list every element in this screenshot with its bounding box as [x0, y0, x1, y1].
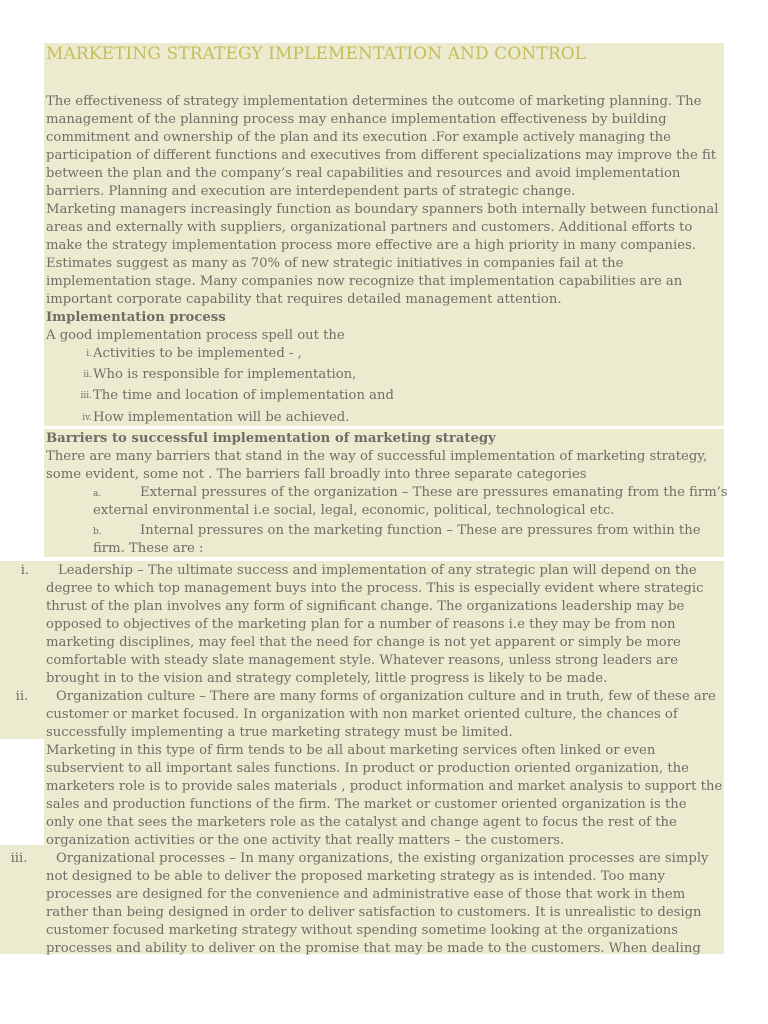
text-line: customer or market focused. In organization with non market oriented culture, the chances of [46, 707, 678, 722]
text-line: Estimates suggest as many as 70% of new strategic initiatives in companies fail at the [46, 256, 624, 271]
list-number: ii. [83, 370, 92, 380]
text-line: Marketing managers increasingly function as boundary spanners both internally between functional [46, 202, 719, 217]
text-line: management of the planning process may enhance implementation effectiveness by building [46, 112, 667, 127]
text-line: organization activities or the one activity that really matters – the customers. [46, 833, 565, 848]
text-line: processes and ability to deliver on the promise that may be made to the customers. When dealing [46, 941, 701, 956]
list-number: iv. [82, 413, 92, 423]
text-line: There are many barriers that stand in the way of successful implementation of marketing strategy, [46, 449, 708, 464]
text-line: customer focused marketing strategy without spending sometime looking at the organizations [46, 923, 679, 938]
text-line: not designed to be able to deliver the proposed marketing strategy as is intended. Too many [46, 869, 665, 884]
text-line: thrust of the plan involves any form of significant change. The organizations leadership may be [46, 599, 685, 614]
text-line: only one that sees the marketers role as the catalyst and change agent to focus the rest of the [46, 815, 677, 830]
barriers-heading: Barriers to successful implementation of marketing strategy [46, 431, 496, 446]
process-heading: Implementation process [46, 310, 226, 325]
list-number: iii. [80, 391, 92, 401]
text-line: barriers. Planning and execution are interdependent parts of strategic change. [46, 184, 576, 199]
category-line: Internal pressures on the marketing function – These are pressures from within the [140, 523, 701, 538]
text-line: marketing disciplines, may feel that the need for change is not yet apparent or simply be more [46, 635, 681, 650]
text-line: some evident, some not . The barriers fall broadly into three separate categories [46, 467, 587, 482]
text-line: Marketing in this type of firm tends to be all about marketing services often linked or even [46, 743, 656, 758]
document-title: MARKETING STRATEGY IMPLEMENTATION AND CONTROL [46, 44, 587, 64]
category-line: firm. These are : [93, 541, 204, 556]
text-line: rather than being designed in order to deliver satisfaction to customers. It is unrealistic to design [46, 905, 702, 920]
list-item: How implementation will be achieved. [93, 410, 350, 425]
list-item: Activities to be implemented - , [93, 346, 302, 361]
text-line: Organization culture – There are many forms of organization culture and in truth, few of these are [56, 689, 716, 704]
list-number: i. [86, 349, 92, 359]
category-letter: a. [93, 489, 102, 499]
text-line: brought in to the vision and strategy completely, little progress is likely to be made. [46, 671, 608, 686]
text-line: make the strategy implementation process more effective are a high priority in many companies. [46, 238, 696, 253]
text-line: marketers role is to provide sales materials , product information and market analysis to support the [46, 779, 723, 794]
list-item: Who is responsible for implementation, [93, 367, 357, 382]
text-line: between the plan and the company’s real capabilities and resources and avoid implementation [46, 166, 681, 181]
text-line: The effectiveness of strategy implementation determines the outcome of marketing planning. The [46, 94, 702, 109]
list-number: ii. [15, 689, 29, 704]
text-line: important corporate capability that requires detailed management attention. [46, 292, 562, 307]
text-line: sales and production functions of the firm. The market or customer oriented organization is the [46, 797, 687, 812]
text-line: areas and externally with suppliers, organizational partners and customers. Additional efforts to [46, 220, 693, 235]
process-lead: A good implementation process spell out the [46, 328, 345, 343]
category-letter: b. [93, 527, 102, 537]
text-line: implementation stage. Many companies now recognize that implementation capabilities are an [46, 274, 683, 289]
text-line: successfully implementing a true marketing strategy must be limited. [46, 725, 513, 740]
text-line: opposed to objectives of the marketing plan for a number of reasons i.e they may be from non [46, 617, 676, 632]
text-line: degree to which top management buys into the process. This is especially evident where strategic [46, 581, 704, 596]
text-line: comfortable with steady slate management style. Whatever reasons, unless strong leaders are [46, 653, 679, 668]
text-line: subservient to all important sales functions. In product or production oriented organization, the [46, 761, 689, 776]
list-number: iii. [10, 851, 28, 866]
text-line: participation of different functions and executives from different specializations may improve the fit [46, 148, 717, 163]
list-number: i. [20, 563, 30, 578]
category-line: external environmental i.e social, legal, economic, political, technological etc. [93, 503, 615, 518]
text-line: processes are designed for the convenience and administrative ease of those that work in them [46, 887, 686, 902]
text-line: Leadership – The ultimate success and implementation of any strategic plan will depend on the [58, 563, 697, 578]
text-line: Organizational processes – In many organizations, the existing organization processes are simply [56, 851, 709, 866]
list-item: The time and location of implementation and [93, 388, 394, 403]
text-line: commitment and ownership of the plan and its execution .For example actively managing the [46, 130, 671, 145]
category-line: External pressures of the organization – These are pressures emanating from the firm’s [140, 485, 728, 500]
